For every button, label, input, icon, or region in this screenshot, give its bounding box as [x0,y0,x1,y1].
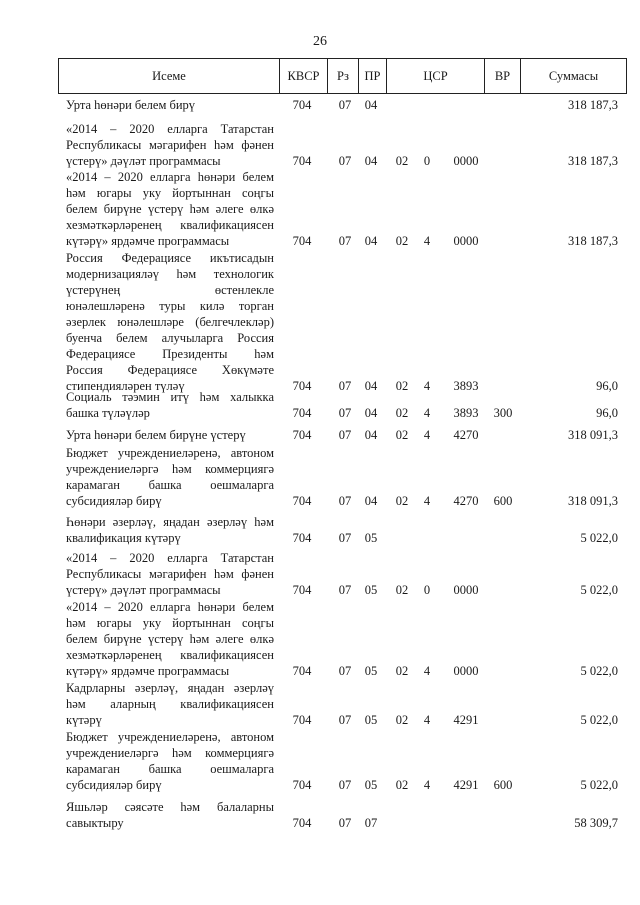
row-name-line: «2014 – 2020 елларга һөнәри белем [66,170,274,184]
row-name-line: учреждениеләргә һәм коммерциягә [66,462,274,476]
cell-pr: 04 [364,494,378,508]
row-name-line: күтәрү» ярдәмче программасы [66,664,230,678]
cell-sum: 96,0 [596,406,618,420]
row-name-line: Социаль тәэмин итү һәм халыкка [66,390,274,404]
cell-csr3: 3893 [453,379,479,393]
row-name-line: башка түләүләр [66,406,150,420]
cell-sum: 5 022,0 [580,531,618,545]
cell-rz: 07 [338,428,352,442]
cell-rz: 07 [338,234,352,248]
row-name-line: Урта һөнәри белем бирү [66,98,196,112]
cell-sum: 58 309,7 [574,816,618,830]
header-sum: Суммасы [548,68,599,83]
row-name [66,97,274,113]
cell-vr: 600 [493,778,513,792]
cell-rz: 07 [338,778,352,792]
table-row [0,729,640,793]
row-name [66,680,274,728]
cell-rz: 07 [338,406,352,420]
cell-csr2: 4 [423,428,431,442]
cell-pr: 04 [364,379,378,393]
cell-csr1: 02 [395,406,409,420]
header-kvsr: КВСР [280,59,328,93]
table-row [0,445,640,509]
row-name-line: стипендияләрен түләү [66,379,185,393]
cell-kvsr: 704 [292,664,312,678]
row-name [66,389,274,421]
page-number: 26 [313,34,327,49]
row-name-line: «2014 – 2020 елларга һөнәри белем [66,600,274,614]
cell-pr: 05 [364,531,378,545]
cell-rz: 07 [338,98,352,112]
row-name [66,445,274,509]
row-name-line: Республикасы мәгарифен һәм фәнен [66,567,274,581]
cell-pr: 04 [364,406,378,420]
cell-csr1: 02 [395,379,409,393]
cell-kvsr: 704 [292,98,312,112]
row-name-line: буенча белем алучыларга Россия [66,331,274,345]
row-name-line: һәм югары уку йортыннан соңгы [66,616,274,630]
cell-sum: 5 022,0 [580,713,618,727]
row-name-line: карамаган башка оешмаларга [66,762,274,776]
row-name-line: үстерүнең өстенлекле [66,283,274,297]
table-row [0,169,640,249]
table-row [0,389,640,421]
row-name-line: Россия Федерациясе икътисадын [66,251,274,265]
cell-sum: 318 091,3 [568,428,618,442]
header-csr: ЦСР [387,59,485,93]
row-name-line: савыктыру [66,816,124,830]
table-row [0,799,640,831]
cell-sum: 318 187,3 [568,98,618,112]
cell-kvsr: 704 [292,531,312,545]
cell-csr1: 02 [395,154,409,168]
cell-pr: 05 [364,713,378,727]
cell-kvsr: 704 [292,234,312,248]
row-name [66,729,274,793]
row-name-line: күтәрү» ярдәмче программасы [66,234,230,248]
header-vr: ВР [485,59,521,93]
table-row [0,514,640,546]
cell-rz: 07 [338,816,352,830]
cell-pr: 04 [364,234,378,248]
row-name [66,514,274,546]
row-name-line: субсидияләр бирү [66,494,162,508]
cell-csr2: 0 [423,583,431,597]
cell-csr2: 0 [423,154,431,168]
cell-pr: 04 [364,154,378,168]
cell-pr: 04 [364,98,378,112]
cell-pr: 05 [364,778,378,792]
row-name-line: Россия Федерациясе Хөкүмәте [66,363,274,377]
table-row [0,97,640,113]
cell-csr3: 4270 [453,428,479,442]
cell-csr1: 02 [395,494,409,508]
cell-pr: 05 [364,583,378,597]
cell-csr3: 3893 [453,406,479,420]
cell-kvsr: 704 [292,428,312,442]
cell-pr: 05 [364,664,378,678]
cell-csr2: 4 [423,379,431,393]
header-rz: Рз [328,59,359,93]
cell-csr2: 4 [423,713,431,727]
row-name-line: Федерациясе Президенты һәм [66,347,274,361]
table-row [0,550,640,598]
row-name-line: юнәлешләренә туры килә торган [66,299,274,313]
cell-sum: 5 022,0 [580,778,618,792]
cell-csr1: 02 [395,778,409,792]
row-name-line: учреждениеләргә һәм коммерциягә [66,746,274,760]
cell-csr1: 02 [395,234,409,248]
cell-sum: 318 187,3 [568,234,618,248]
cell-kvsr: 704 [292,816,312,830]
row-name [66,550,274,598]
cell-sum: 5 022,0 [580,583,618,597]
row-name-line: әзерлек юнәлешләре (белгечлекләр) [66,315,274,329]
row-name-line: «2014 – 2020 елларга Татарстан [66,122,274,136]
table-row [0,250,640,394]
table-row [0,427,640,443]
cell-pr: 04 [364,428,378,442]
table-row [0,599,640,679]
cell-csr3: 4291 [453,713,479,727]
cell-csr3: 0000 [453,583,479,597]
cell-sum: 96,0 [596,379,618,393]
row-name-line: карамаган башка оешмаларга [66,478,274,492]
cell-csr1: 02 [395,583,409,597]
row-name-line: һәм югары уку йортыннан соңгы [66,186,274,200]
row-name-line: белем бирүне үстерү һәм әлеге өлкә [66,202,274,216]
cell-rz: 07 [338,583,352,597]
table-row [0,121,640,169]
row-name-line: белем бирүне үстерү һәм әлеге өлкә [66,632,274,646]
cell-sum: 5 022,0 [580,664,618,678]
row-name-line: күтәрү [66,713,102,727]
cell-csr2: 4 [423,406,431,420]
cell-rz: 07 [338,379,352,393]
cell-csr1: 02 [395,428,409,442]
cell-rz: 07 [338,531,352,545]
cell-vr: 600 [493,494,513,508]
header-name: Исеме [59,59,280,93]
row-name-line: Кадрларны әзерләү, яңадан әзерләү [66,681,274,695]
row-name-line: Яшьләр сәясәте һәм балаларны [66,800,274,814]
cell-sum: 318 091,3 [568,494,618,508]
cell-rz: 07 [338,494,352,508]
row-name-line: үстерү» дәүләт программасы [66,583,221,597]
cell-csr2: 4 [423,494,431,508]
cell-csr3: 4291 [453,778,479,792]
cell-csr2: 4 [423,234,431,248]
cell-csr1: 02 [395,713,409,727]
cell-csr1: 02 [395,664,409,678]
cell-kvsr: 704 [292,406,312,420]
cell-csr2: 4 [423,778,431,792]
cell-pr: 07 [364,816,378,830]
row-name-line: модернизацияләү һәм технологик [66,267,274,281]
cell-kvsr: 704 [292,778,312,792]
cell-kvsr: 704 [292,379,312,393]
row-name-line: Бюджет учреждениеләренә, автоном [66,730,274,744]
row-name [66,599,274,679]
row-name-line: «2014 – 2020 елларга Татарстан [66,551,274,565]
table-row [0,680,640,728]
cell-rz: 07 [338,713,352,727]
row-name-line: һәм аларның квалификациясен [66,697,274,711]
row-name-line: үстерү» дәүләт программасы [66,154,221,168]
cell-rz: 07 [338,154,352,168]
cell-rz: 07 [338,664,352,678]
row-name [66,427,274,443]
cell-kvsr: 704 [292,583,312,597]
cell-kvsr: 704 [292,713,312,727]
row-name [66,799,274,831]
row-name-line: Бюджет учреждениеләренә, автоном [66,446,274,460]
cell-csr3: 0000 [453,154,479,168]
row-name [66,169,274,249]
row-name [66,121,274,169]
row-name-line: Республикасы мәгарифен һәм фәнен [66,138,274,152]
cell-kvsr: 704 [292,494,312,508]
cell-kvsr: 704 [292,154,312,168]
row-name-line: Һөнәри әзерләү, яңадан әзерләү һәм [66,515,274,529]
row-name [66,250,274,394]
cell-csr3: 4270 [453,494,479,508]
header-pr: ПР [359,59,387,93]
cell-csr3: 0000 [453,664,479,678]
cell-sum: 318 187,3 [568,154,618,168]
cell-csr2: 4 [423,664,431,678]
row-name-line: субсидияләр бирү [66,778,162,792]
row-name-line: квалификация күтәрү [66,531,181,545]
row-name-line: Урта һөнәри белем бирүне үстерү [66,428,246,442]
cell-csr3: 0000 [453,234,479,248]
cell-vr: 300 [493,406,513,420]
row-name-line: хезмәткәрләренең квалификациясен [66,218,274,232]
row-name-line: хезмәткәрләренең квалификациясен [66,648,274,662]
